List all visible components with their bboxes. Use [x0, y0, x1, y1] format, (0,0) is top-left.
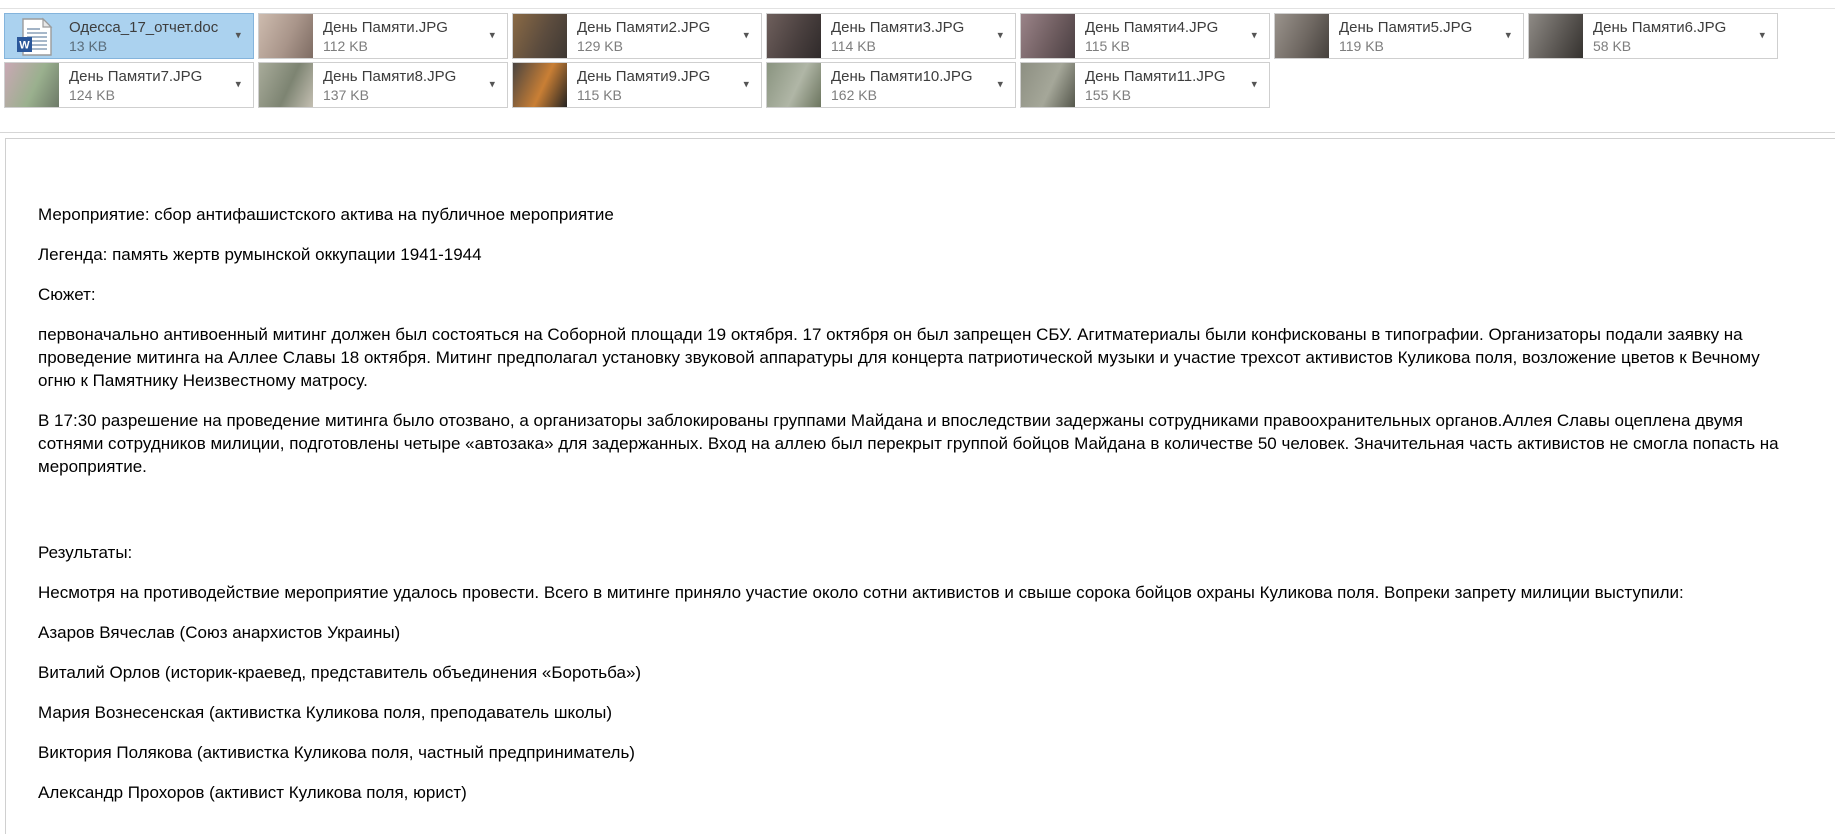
- attachment-size: 13 KB: [69, 38, 108, 54]
- chevron-down-icon[interactable]: ▾: [1251, 78, 1257, 91]
- attachment-thumbnail: [767, 63, 821, 107]
- attachment-tile-photo-1[interactable]: [258, 13, 508, 59]
- doc-paragraph-plot-2: В 17:30 разрешение на проведение митинга было отозвано, а организаторы заблокированы группами Майдана и впоследствии задержаны сотрудниками правоохранительных органов.Аллея Славы оцеплена двумя сотнями сотрудников милиции, подготовлены четыре «автозака» для задержанных. Вход на аллею был перекрыт группой бойцов Майдана в количестве 50 человек. Значительная часть активистов не смогла попасть на мероприятие.: [38, 411, 1779, 476]
- doc-speaker-2: Виталий Орлов (историк-краевед, представитель объединения «Боротьба»): [38, 663, 642, 682]
- attachment-tile-photo-2[interactable]: [512, 13, 762, 59]
- attachment-size: 124 KB: [69, 87, 115, 103]
- attachment-tile-photo-5[interactable]: [1274, 13, 1524, 59]
- chevron-down-icon[interactable]: ▾: [235, 78, 241, 91]
- chevron-down-icon[interactable]: ▾: [489, 29, 495, 42]
- attachment-name: Одесса_17_отчет.doc: [69, 19, 219, 36]
- attachment-thumbnail: [513, 63, 567, 107]
- attachment-size: 137 KB: [323, 87, 369, 103]
- attachment-size: 119 KB: [1339, 38, 1384, 54]
- attachment-thumbnail: [1021, 14, 1075, 58]
- chevron-down-icon[interactable]: ▾: [1505, 29, 1511, 42]
- doc-paragraph-plot-1: первоначально антивоенный митинг должен был состояться на Соборной площади 19 октября. 17 октября он был запрещен СБУ. Агитматериалы были конфискованы в типографии. Организаторы подали заявку на проведение митинга на Аллее Славы 18 октября. Митинг предполагал установку звуковой аппаратуры для концерта патриотической музыки и участие трехсот активистов Куликова поля, возложение цветов к Вечному огню к Памятнику Неизвестному матросу.: [38, 325, 1760, 390]
- chevron-down-icon[interactable]: ▾: [489, 78, 495, 91]
- chevron-down-icon[interactable]: ▾: [997, 29, 1003, 42]
- attachment-name: День Памяти9.JPG: [577, 68, 711, 85]
- attachment-row-2: [4, 62, 1832, 108]
- doc-speaker-5: Александр Прохоров (активист Куликова поля, юрист): [38, 783, 467, 802]
- attachment-thumbnail: [1529, 14, 1583, 58]
- attachment-name: День Памяти7.JPG: [69, 68, 203, 85]
- chevron-down-icon[interactable]: ▾: [235, 29, 241, 42]
- attachment-thumbnail: [259, 63, 313, 107]
- attachment-size: 115 KB: [1085, 38, 1130, 54]
- attachment-thumbnail: [767, 14, 821, 58]
- attachment-name: День Памяти.JPG: [323, 19, 448, 36]
- doc-paragraph-results: Несмотря на противодействие мероприятие удалось провести. Всего в митинге приняло участие около сотни активистов и свыше сорока бойцов охраны Куликова поля. Вопреки запрету милиции выступили:: [38, 583, 1684, 602]
- attachment-row-1: [4, 13, 1832, 59]
- attachment-size: 114 KB: [831, 38, 876, 54]
- doc-paragraph-event: Мероприятие: сбор антифашистского актива на публичное мероприятие: [38, 205, 614, 224]
- attachment-name: День Памяти10.JPG: [831, 68, 973, 85]
- doc-paragraph-legend: Легенда: память жертв румынской оккупации 1941-1944: [38, 245, 482, 264]
- attachment-thumbnail: [5, 63, 59, 107]
- attachment-size: 155 KB: [1085, 87, 1131, 103]
- attachment-tile-photo-4[interactable]: [1020, 13, 1270, 59]
- top-divider: [0, 8, 1835, 9]
- pane-divider: [0, 132, 1835, 133]
- attachment-tile-photo-7[interactable]: [4, 62, 254, 108]
- doc-heading-results: Результаты:: [38, 543, 133, 562]
- chevron-down-icon[interactable]: ▾: [743, 29, 749, 42]
- doc-heading-plot: Сюжет:: [38, 285, 96, 304]
- attachment-thumbnail: [1275, 14, 1329, 58]
- attachment-name: День Памяти3.JPG: [831, 19, 965, 36]
- attachment-name: День Памяти11.JPG: [1085, 68, 1226, 85]
- attachment-name: День Памяти4.JPG: [1085, 19, 1219, 36]
- svg-text:W: W: [19, 39, 30, 52]
- attachment-tile-photo-6[interactable]: [1528, 13, 1778, 59]
- attachment-thumbnail: [1021, 63, 1075, 107]
- attachment-size: 115 KB: [577, 87, 622, 103]
- attachment-thumbnail: [259, 14, 313, 58]
- attachment-tile-photo-3[interactable]: [766, 13, 1016, 59]
- attachment-bar: [4, 13, 1832, 111]
- attachment-size: 112 KB: [323, 38, 368, 54]
- chevron-down-icon[interactable]: ▾: [1251, 29, 1257, 42]
- attachment-size: 129 KB: [577, 38, 623, 54]
- doc-speaker-4: Виктория Полякова (активистка Куликова поля, частный предприниматель): [38, 743, 635, 762]
- chevron-down-icon[interactable]: ▾: [997, 78, 1003, 91]
- chevron-down-icon[interactable]: ▾: [743, 78, 749, 91]
- reading-pane: [5, 138, 1835, 834]
- attachment-size: 162 KB: [831, 87, 877, 103]
- attachment-tile-photo-8[interactable]: [258, 62, 508, 108]
- attachment-tile-photo-11[interactable]: [1020, 62, 1270, 108]
- attachment-thumbnail: [513, 14, 567, 58]
- attachment-name: День Памяти6.JPG: [1593, 19, 1727, 36]
- attachment-name: День Памяти2.JPG: [577, 19, 711, 36]
- attachment-size: 58 KB: [1593, 38, 1632, 54]
- attachment-tile-photo-10[interactable]: [766, 62, 1016, 108]
- doc-speaker-1: Азаров Вячеслав (Союз анархистов Украины): [38, 623, 401, 642]
- chevron-down-icon[interactable]: ▾: [1759, 29, 1765, 42]
- attachment-tile-photo-9[interactable]: [512, 62, 762, 108]
- doc-speaker-3: Мария Вознесенская (активистка Куликова поля, преподаватель школы): [38, 703, 613, 722]
- attachment-name: День Памяти8.JPG: [323, 68, 457, 85]
- attachment-tile-report-doc[interactable]: [4, 13, 254, 59]
- word-file-icon: [15, 17, 55, 57]
- attachment-name: День Памяти5.JPG: [1339, 19, 1473, 36]
